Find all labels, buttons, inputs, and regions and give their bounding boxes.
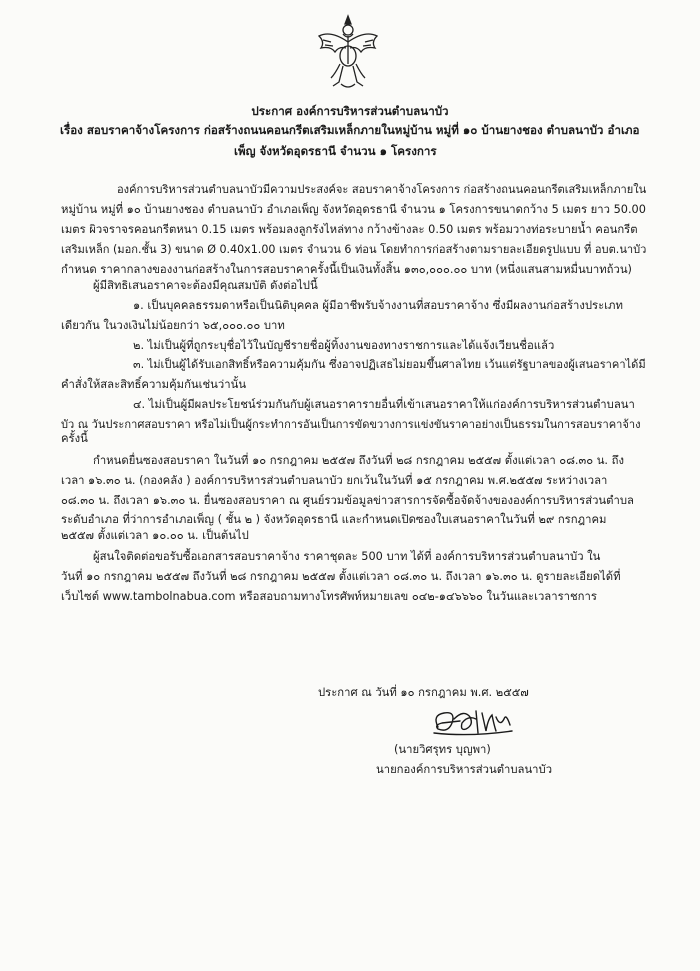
announcement-date: ประกาศ ณ วันที่ ๑๐ กรกฎาคม พ.ศ. ๒๕๕๗: [318, 686, 529, 699]
contact-line-3: เว็บไซต์ www.tambolnabua.com หรือสอบถามทางโทรศัพท์หมายเลข ๐๔๒-๑๔๖๖๖๐ ในวันและเวลาราชการ: [61, 590, 597, 603]
intro-line-2: หมู่บ้าน หมู่ที่ ๑๐ บ้านยางชอง ตำบลนาบัว อำเภอเพ็ญ จังหวัดอุดรธานี จำนวน ๑ โครงการขนาดกว้าง 5 เมตร ยาว 50.00: [61, 203, 646, 216]
signature: [430, 705, 520, 741]
intro-line-1: องค์การบริหารส่วนตำบลนาบัวมีความประสงค์จะ สอบราคาจ้างโครงการ ก่อสร้างถนนคอนกรีตเสริมเหล็กภายใน: [117, 183, 647, 196]
qualification-1-line-2: เดียวกัน ในวงเงินไม่น้อยกว่า ๖๕,๐๐๐.๐๐ บาท: [61, 319, 285, 332]
contact-line-1: ผู้สนใจติดต่อขอรับซื้อเอกสารสอบราคาจ้าง ราคาชุดละ 500 บาท ได้ที่ องค์การบริหารส่วนตำบลนาบัว ใน: [93, 550, 601, 563]
qualification-4-line-2: บัว ณ วันประกาศสอบราคา หรือไม่เป็นผู้กระทำการอันเป็นการขัดขวางการแข่งขันราคาอย่างเป็นธรรมในการสอบราคาจ้าง: [61, 418, 641, 431]
garuda-emblem-icon: [313, 12, 383, 92]
subject-line-2: เพ็ญ จังหวัดอุดรธานี จำนวน ๑ โครงการ: [234, 144, 437, 158]
qualification-4-line-1: ๔. ไม่เป็นผู้มีผลประโยชน์ร่วมกันกับผู้เสนอราคารายอื่นที่เข้าเสนอราคาให้แก่องค์การบริหารส่วนตำบลนา: [133, 398, 635, 411]
schedule-line-3: ๐๘.๓๐ น. ถึงเวลา ๑๖.๓๐ น. ยื่นซองสอบราคา ณ ศูนย์รวมข้อมูลข่าวสารการจัดซื้อจัดจ้างขององค์การบริหารส่วนตำบล: [61, 494, 634, 507]
intro-line-4: เสริมเหล็ก (มอก.ชั้น 3) ขนาด Ø 0.40x1.00 เมตร จำนวน 6 ท่อน โดยทำการก่อสร้างตามรายละเอียดรูปแบบ ที่ อบต.นาบัว: [61, 243, 647, 256]
subject-line-1: เรื่อง สอบราคาจ้างโครงการ ก่อสร้างถนนคอนกรีตเสริมเหล็กภายในหมู่บ้าน หมู่ที่ ๑๐ บ้านยางชอง ตำบลนาบัว อำเภอ: [60, 123, 640, 137]
intro-line-3: เมตร ผิวจราจรคอนกรีตหนา 0.15 เมตร พร้อมลงลูกรังไหล่ทาง กว้างข้างละ 0.50 เมตร พร้อมวางท่อระบายน้ำ คอนกรีต: [61, 223, 638, 236]
schedule-line-5: ๒๕๕๗ ตั้งแต่เวลา ๑๐.๐๐ น. เป็นต้นไป: [61, 529, 249, 542]
schedule-line-2: เวลา ๑๖.๓๐ น. (กองคลัง ) องค์การบริหารส่วนตำบลนาบัว ยกเว้นในวันที่ ๑๕ กรกฎาคม พ.ศ.๒๕๕๗ ระหว่างเวลา: [61, 474, 608, 487]
schedule-line-1: กำหนดยื่นซองสอบราคา ในวันที่ ๑๐ กรกฎาคม ๒๕๕๗ ถึงวันที่ ๒๘ กรกฎาคม ๒๕๕๗ ตั้งแต่เวลา ๐๘.๓๐ น. ถึง: [93, 454, 624, 467]
qualification-heading: ผู้มีสิทธิเสนอราคาจะต้องมีคุณสมบัติ ดังต่อไปนี้: [93, 279, 318, 292]
signer-title: นายกองค์การบริหารส่วนตำบลนาบัว: [376, 763, 553, 776]
qualification-2: ๒. ไม่เป็นผู้ที่ถูกระบุชื่อไว้ในบัญชีรายชื่อผู้ทิ้งงานของทางราชการและได้แจ้งเวียนชื่อแล้ว: [133, 339, 555, 352]
qualification-1-line-1: ๑. เป็นบุคคลธรรมดาหรือเป็นนิติบุคคล ผู้มีอาชีพรับจ้างงานที่สอบราคาจ้าง ซึ่งมีผลงานก่อสร้างประเภท: [133, 299, 623, 312]
qualification-3-line-1: ๓. ไม่เป็นผู้ได้รับเอกสิทธิ์หรือความคุ้มกัน ซึ่งอาจปฏิเสธไม่ยอมขึ้นศาลไทย เว้นแต่รัฐบาลของผู้เสนอราคาได้มี: [133, 358, 646, 371]
intro-line-5: กำหนด ราคากลางของงานก่อสร้างในการสอบราคาครั้งนี้เป็นเงินทั้งสิ้น ๑๓๐,๐๐๐.๐๐ บาท (หนึ่งแสนสามหมื่นบาทถ้วน): [61, 263, 632, 276]
schedule-line-4: ระดับอำเภอ ที่ว่าการอำเภอเพ็ญ ( ชั้น ๒ ) จังหวัดอุดรธานี และกำหนดเปิดซองใบเสนอราคาในวันที่ ๒๙ กรกฎาคม: [61, 513, 607, 526]
announcement-title: ประกาศ องค์การบริหารส่วนตำบลนาบัว: [251, 104, 449, 118]
signer-name: (นายวิศรุทร บุญพา): [394, 743, 491, 756]
qualification-3-line-2: คำสั่งให้สละสิทธิ์ความคุ้มกันเช่นว่านั้น: [61, 378, 247, 391]
qualification-4-line-3: ครั้งนี้: [61, 432, 88, 445]
contact-line-2: วันที่ ๑๐ กรกฎาคม ๒๕๕๗ ถึงวันที่ ๒๘ กรกฎาคม ๒๕๕๗ ตั้งแต่เวลา ๐๘.๓๐ น. ถึงเวลา ๑๖.๓๐ น. ดูรายละเอียดได้ที่: [61, 570, 621, 583]
